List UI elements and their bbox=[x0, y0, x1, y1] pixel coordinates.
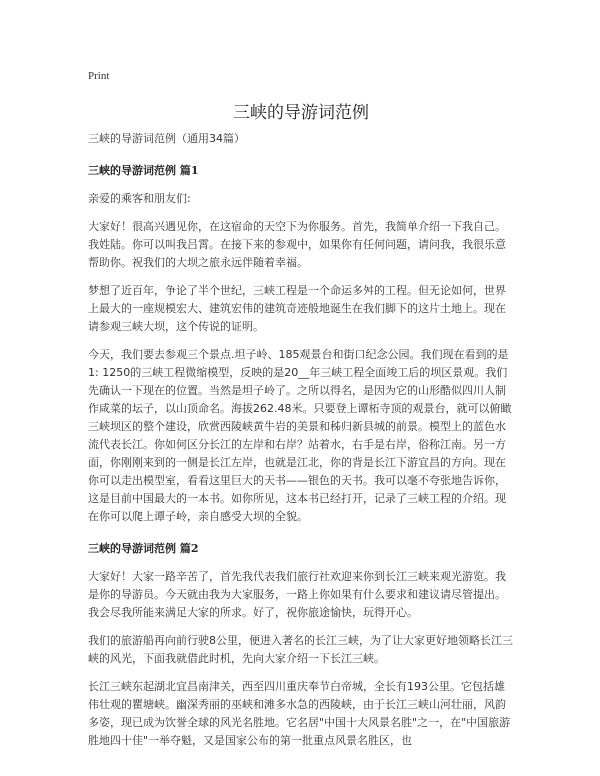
page-title: 三峡的导游词范例 bbox=[233, 103, 369, 123]
print-link[interactable]: Print bbox=[88, 70, 110, 82]
greeting-paragraph: 亲爱的乘客和朋友们: bbox=[88, 192, 191, 205]
article-body bbox=[88, 130, 514, 760]
section-heading-1: 三峡的导游词范例 篇1 bbox=[88, 164, 199, 177]
paragraph-1-4: 今天，我们要去参观三个景点.坦子岭、185观景台和街口纪念公园。我们现在看到的是1: 1250的三峡工程微缩模型，反映的是20__年三峡工程全面竣工后的坝区景观。我们先确认一下现在的位置。当然是坦子岭了。之所以得名，是因为它的山形酷似四川人制作咸菜的坛子，以山顶命名。海拔262.48米。只要登上谭柘寺顶的观景台，就可以俯瞰三峡坝区的整个建设，欣赏西陵峡黄牛岩的美景和秭归新县城的前景。模型上的蓝色水流代表长江。你如何区分长江的左岸和右岸？站着水，右手是右岸，俗称江南。另一方面，你刚刚来到的一侧是长江左岸，也就是江北，你的背是长江下游宜昌的方向。现在你可以走出模型室，看看这里巨大的天书——银色的天书。我可以毫不夸张地告诉你，这是目前中国最大的一本书。如你所见，这本书已经打开，记录了三峡工程的介绍。现在你可以爬上谭子岭，亲自感受大坝的全貌。 bbox=[88, 348, 512, 523]
section-heading-2: 三峡的导游词范例 篇2 bbox=[88, 542, 199, 555]
article-subtitle: 三峡的导游词范例（通用34篇） bbox=[88, 132, 245, 145]
paragraph-2-2: 我们的旅游船再向前行驶8公里，便进入著名的长江三峡，为了让大家更好地领略长江三峡的风光，下面我就借此时机，先向大家介绍一下长江三峡。 bbox=[88, 634, 513, 665]
paragraph-1-2: 大家好！很高兴遇见你，在这宿命的天空下为你服务。首先，我简单介绍一下我自己。我姓陆。你可以叫我吕霄。在接下来的参观中，如果你有任何问题，请问我，我很乐意帮助你。祝我们的大坝之旅永远伴随着幸福。 bbox=[88, 220, 506, 269]
paragraph-1-3: 梦想了近百年，争论了半个世纪，三峡工程是一个命运多舛的工程。但无论如何，世界上最大的一座规模宏大、建筑宏伟的建筑奇迹般地诞生在我们脚下的这片土地上。现在请参观三峡大坝，这个传说的证明。 bbox=[88, 284, 506, 333]
paragraph-2-1: 大家好！大家一路辛苦了，首先我代表我们旅行社欢迎来你到长江三峡来观光游览。我是你的导游员。今天就由我为大家服务，一路上你如果有什么要求和建议请尽管提出。我会尽我所能来满足大家的所求。好了，祝你旅途愉快，玩得开心。 bbox=[88, 570, 506, 619]
paragraph-2-3: 长江三峡东起湖北宜昌南津关，西至四川重庆奉节白帝城，全长有193公里。它包括雄伟壮观的瞿塘峡。幽深秀丽的巫峡和滩多水急的西陵峡，由于长江三峡山河壮丽，风韵多姿，现已成为饮誉全球的风光名胜地。它名居"中国十大风景名胜"之一，在"中国旅游胜地四十佳"一举夺魁，又是国家公布的第一批重点风景名胜区，也 bbox=[88, 680, 511, 747]
